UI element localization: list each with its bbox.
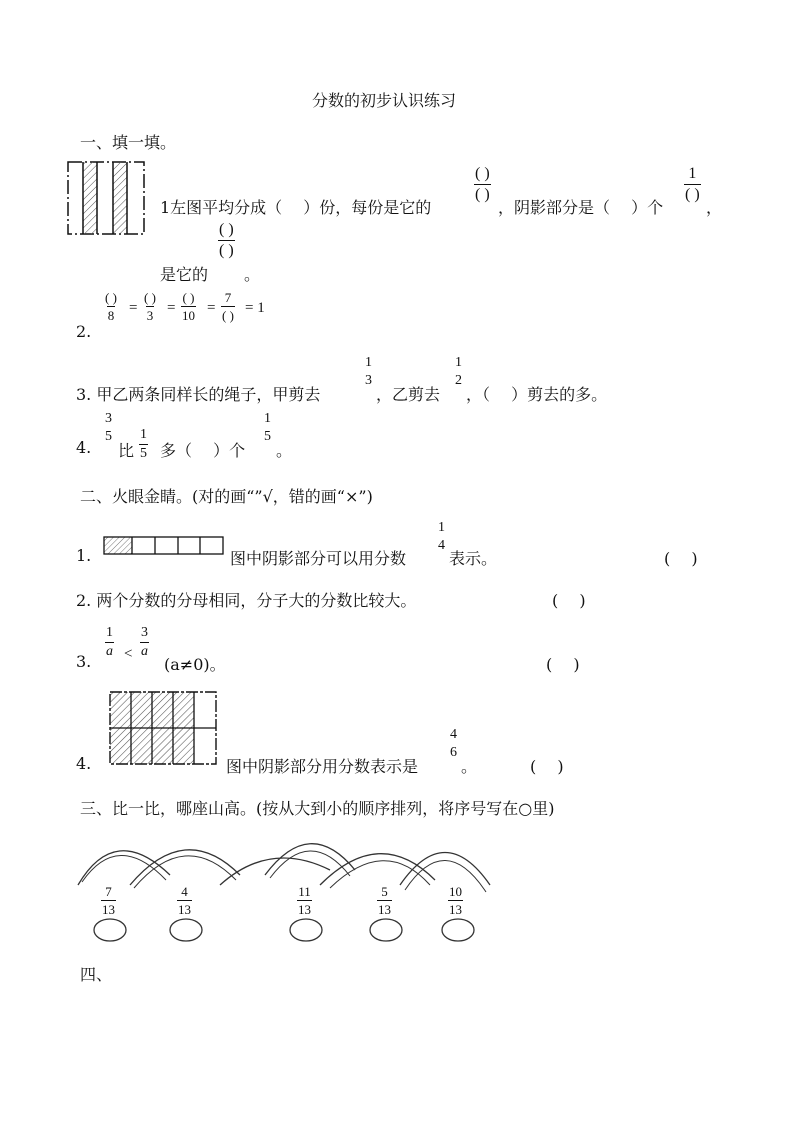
- s2-q2-answer-paren[interactable]: ( ): [552, 591, 586, 610]
- q1-unit-fraction-num: 1: [688, 165, 697, 182]
- mountain-5-num: 10: [449, 884, 462, 899]
- mountain-fraction-3: [297, 885, 312, 916]
- q2-fraction-4-den: ( ): [222, 308, 234, 323]
- q1-blank-fraction-2-num: ( ): [219, 221, 234, 238]
- section3-heading: 三、比一比，哪座山高。(按从大到小的顺序排列，将序号写在○里): [80, 799, 555, 818]
- q2-number: 2.: [76, 322, 92, 341]
- mountain-4-den: 13: [378, 902, 391, 917]
- q1-rect-figure: [66, 160, 148, 236]
- q4-fraction-b-num: 1: [140, 427, 147, 442]
- s2-q3-less-than: <: [124, 646, 133, 662]
- q3-fraction-a-num: 1: [365, 355, 372, 370]
- q4-text-a: 比: [118, 441, 135, 460]
- q2-fraction-3-den: 10: [182, 308, 195, 323]
- q4-fraction-a-den: 5: [105, 429, 112, 444]
- s2-q3-number: 3.: [76, 652, 92, 671]
- mountain-2-den: 13: [178, 902, 191, 917]
- s2-q3-fraction-a-den: a: [106, 644, 113, 659]
- q4-text-c: 。: [276, 441, 293, 460]
- q3-text-c: ，（ ）剪去的多。: [466, 385, 608, 404]
- q4-text-b: 多（ ）个: [160, 441, 246, 460]
- q2-fraction-2-num: ( ): [144, 290, 156, 305]
- mountain-fraction-5: [448, 885, 463, 916]
- q1-unit-fraction-den: ( ): [685, 186, 700, 203]
- s2-q1-text-b: 表示。: [449, 549, 498, 568]
- q1-text-e: 。: [244, 265, 261, 284]
- q3-fraction-b-num: 1: [455, 355, 462, 370]
- s2-q3-condition: (a≠0)。: [164, 655, 226, 674]
- mountain-4-num: 5: [381, 884, 388, 899]
- s2-q4-text-b: 。: [461, 757, 478, 776]
- s2-q3-answer-paren[interactable]: ( ): [546, 655, 580, 674]
- q4-fraction-c-num: 1: [264, 411, 271, 426]
- s2-q3-fraction-a-num: 1: [106, 625, 113, 640]
- s2-q3-fraction-b: [140, 626, 149, 659]
- section2-heading: 二、火眼金睛。(对的画“”√，错的画“×”): [80, 487, 373, 506]
- q2-equals-3: =: [207, 300, 216, 316]
- q2-fraction-2-den: 3: [146, 308, 154, 323]
- s2-q1-fraction-num: 1: [438, 520, 445, 535]
- q2-fraction-3-num: ( ): [182, 290, 195, 305]
- q2-fraction-2: [143, 291, 157, 322]
- q1-text-c: ，: [706, 198, 723, 217]
- q3-fraction-b-den: 2: [455, 373, 462, 388]
- q4-fraction-a-num: 3: [105, 411, 112, 426]
- s2-q3-fraction-a: [105, 626, 114, 659]
- s2-q1-strip-figure: [103, 536, 225, 556]
- q1-blank-fraction-2-den: ( ): [219, 242, 234, 259]
- q4-fraction-a: [104, 412, 113, 444]
- mountain-fraction-2: [177, 885, 192, 916]
- mountains-figure: [70, 830, 510, 945]
- s2-q4-fraction-num: 4: [450, 727, 457, 742]
- mountain-3-den: 13: [298, 902, 311, 917]
- q3-fraction-a: [364, 356, 373, 388]
- s2-q2-text: 2. 两个分数的分母相同，分子大的分数比较大。: [76, 591, 417, 610]
- mountain-2-num: 4: [181, 884, 188, 899]
- q1-blank-fraction-num: ( ): [475, 165, 490, 182]
- q1-text-d: 是它的: [160, 265, 209, 284]
- q4-fraction-c: [263, 412, 272, 444]
- q2-result: = 1: [245, 300, 265, 316]
- s2-q4-text: 图中阴影部分用分数表示是: [226, 757, 419, 776]
- q1-blank-fraction-2: [218, 222, 235, 259]
- s2-q3-fraction-b-den: a: [141, 644, 148, 659]
- q3-text-a: 3. 甲乙两条同样长的绳子，甲剪去: [76, 385, 321, 404]
- q4-fraction-b-den: 5: [140, 446, 147, 461]
- q3-fraction-b: [454, 356, 463, 388]
- s2-q1-fraction-den: 4: [438, 538, 445, 553]
- q1-blank-fraction-den: ( ): [475, 186, 490, 203]
- q2-fraction-4-num: 7: [224, 290, 232, 305]
- page-title: 分数的初步认识练习: [312, 91, 457, 110]
- q4-fraction-c-den: 5: [264, 429, 271, 444]
- q2-equals-2: =: [167, 300, 176, 316]
- s2-q1-answer-paren[interactable]: ( ): [664, 549, 698, 568]
- section1-heading: 一、填一填。: [80, 133, 177, 152]
- mountain-fraction-1: [101, 885, 116, 916]
- mountain-5-den: 13: [449, 902, 462, 917]
- q2-fraction-1: [104, 291, 118, 322]
- s2-q3-fraction-b-num: 3: [141, 625, 148, 640]
- q1-text-b: ，阴影部分是（ ）个: [498, 198, 664, 217]
- s2-q4-fraction-den: 6: [450, 745, 457, 760]
- mountain-1-den: 13: [102, 902, 115, 917]
- section4-heading: 四、: [80, 965, 113, 984]
- q2-fraction-4: [221, 291, 235, 322]
- s2-q1-text: 图中阴影部分可以用分数: [230, 549, 407, 568]
- s2-q4-answer-paren[interactable]: ( ): [530, 757, 564, 776]
- mountain-fraction-4: [377, 885, 392, 916]
- s2-q4-grid-figure: [108, 690, 218, 766]
- q1-unit-fraction: [684, 166, 701, 203]
- mountain-3-num: 11: [298, 884, 311, 899]
- s2-q1-fraction: [437, 521, 446, 553]
- q2-fraction-1-num: ( ): [105, 290, 117, 305]
- q4-fraction-b: [139, 428, 148, 461]
- q4-number: 4.: [76, 438, 92, 457]
- q2-fraction-3: [181, 291, 196, 322]
- mountain-1-num: 7: [105, 884, 112, 899]
- q2-fraction-1-den: 8: [107, 308, 115, 323]
- q1-text-a: 1左图平均分成（ ）份，每份是它的: [160, 198, 432, 217]
- q3-text-b: ，乙剪去: [376, 385, 441, 404]
- q2-equals-1: =: [129, 300, 138, 316]
- q3-fraction-a-den: 3: [365, 373, 372, 388]
- s2-q4-fraction: [449, 728, 458, 760]
- q1-blank-fraction: [474, 166, 491, 203]
- s2-q4-number: 4.: [76, 754, 92, 773]
- s2-q1-number: 1.: [76, 546, 92, 565]
